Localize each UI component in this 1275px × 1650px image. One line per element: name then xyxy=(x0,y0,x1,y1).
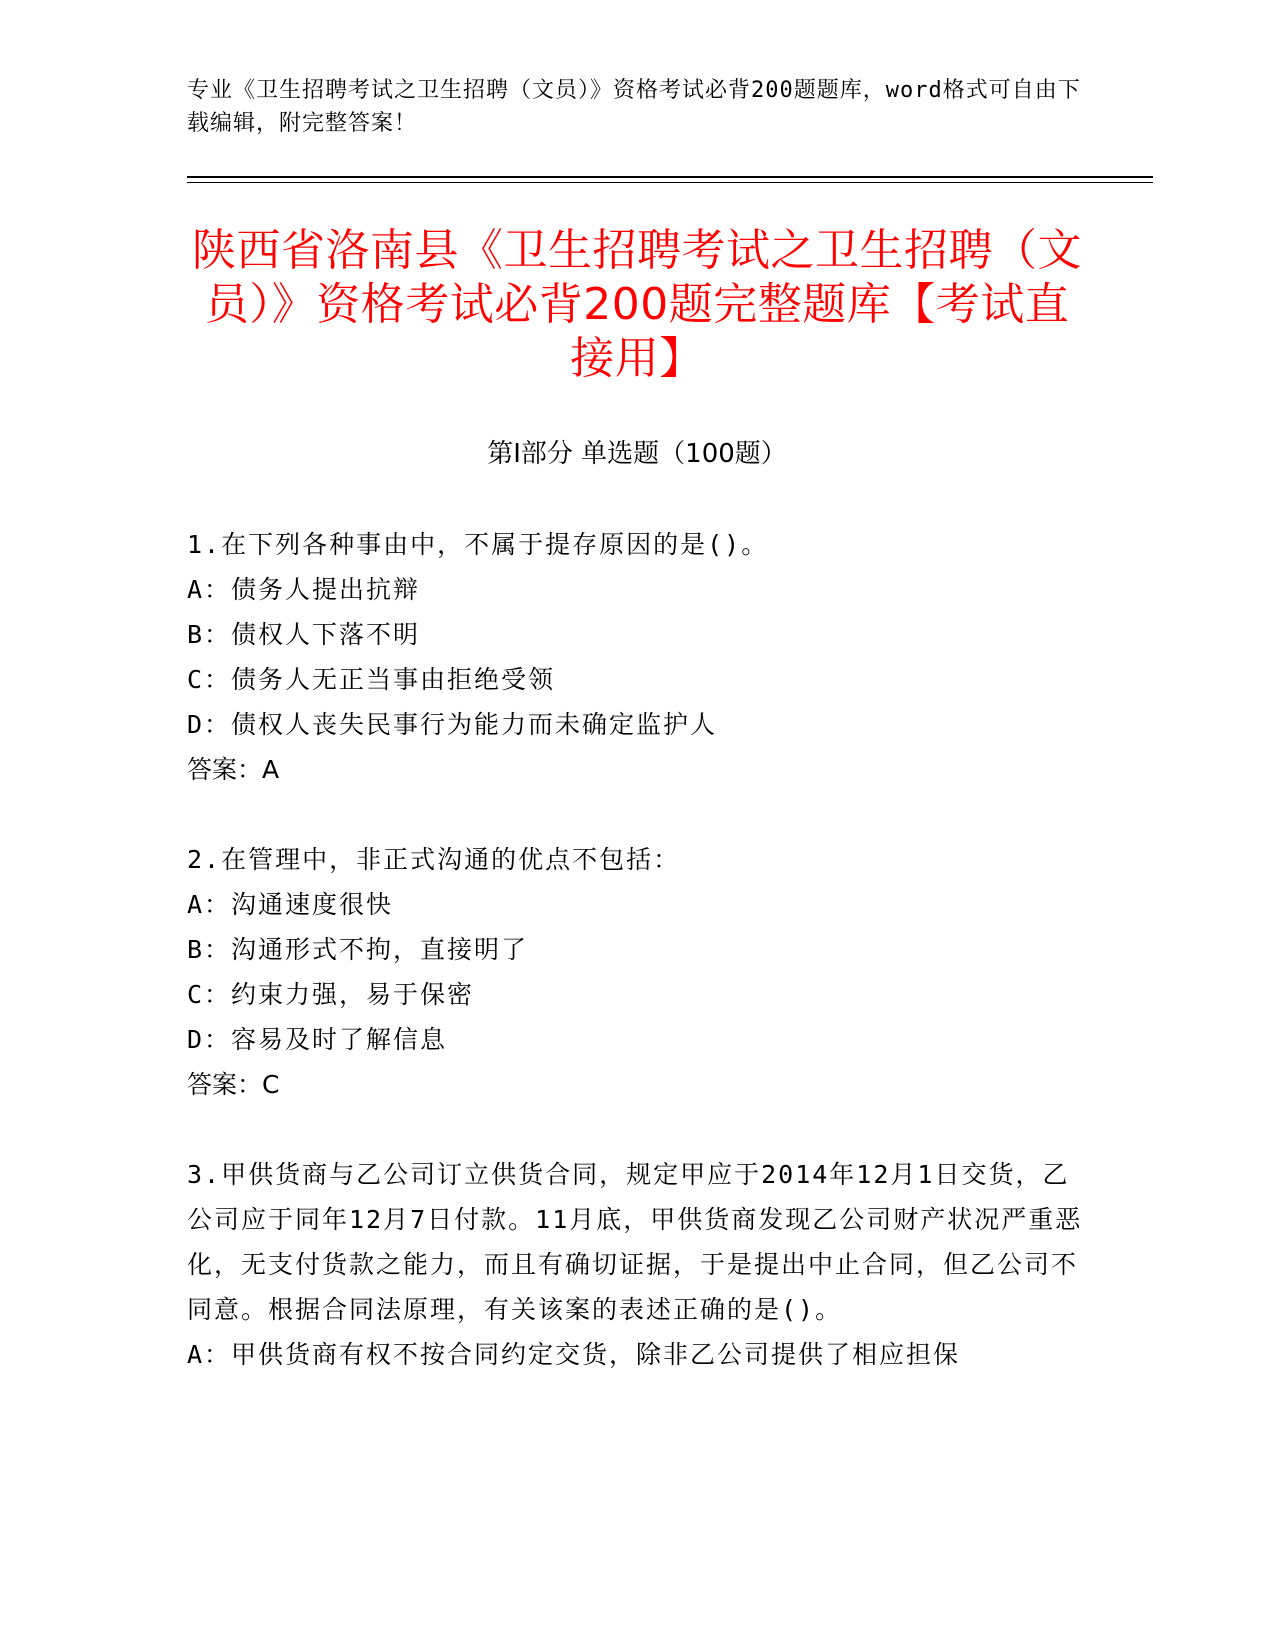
header-note: 专业《卫生招聘考试之卫生招聘（文员）》资格考试必背200题题库，word格式可自由下载编辑，附完整答案！ xyxy=(187,78,1081,136)
option-c: C：约束力强，易于保密 xyxy=(187,980,475,1009)
section-title: 第I部分 单选题（100题） xyxy=(487,439,787,469)
header-divider-thick xyxy=(187,176,1153,178)
option-a: A：债务人提出抗辩 xyxy=(187,575,421,604)
question-stem: 3.甲供货商与乙公司订立供货合同，规定甲应于2014年12月1日交货，乙公司应于同年12月7日付款。11月底，甲供货商发现乙公司财产状况严重恶化，无支付货款之能力，而且有确切证据，于是提出中止合同，但乙公司不同意。根据合同法原理，有关该案的表述正确的是()。 xyxy=(187,1160,1083,1324)
answer: 答案：C xyxy=(187,1070,280,1099)
option-a: A：沟通速度很快 xyxy=(187,890,394,919)
question-stem: 1.在下列各种事由中，不属于提存原因的是()。 xyxy=(187,530,769,559)
document-title: 陕西省洛南县《卫生招聘考试之卫生招聘（文员）》资格考试必背200题完整题库【考试直接用】 xyxy=(192,225,1082,384)
question-stem: 2.在管理中，非正式沟通的优点不包括： xyxy=(187,845,681,874)
question-item xyxy=(187,522,1087,792)
option-a: A：甲供货商有权不按合同约定交货，除非乙公司提供了相应担保 xyxy=(187,1340,961,1369)
option-b: B：债权人下落不明 xyxy=(187,620,421,649)
question-item xyxy=(187,837,1087,1107)
header-divider-thin xyxy=(187,182,1153,183)
option-d: D：债权人丧失民事行为能力而未确定监护人 xyxy=(187,710,718,739)
question-list xyxy=(187,522,1087,1422)
answer: 答案：A xyxy=(187,755,280,784)
option-c: C：债务人无正当事由拒绝受领 xyxy=(187,665,556,694)
option-d: D：容易及时了解信息 xyxy=(187,1025,448,1054)
option-b: B：沟通形式不拘，直接明了 xyxy=(187,935,529,964)
question-item xyxy=(187,1152,1087,1377)
